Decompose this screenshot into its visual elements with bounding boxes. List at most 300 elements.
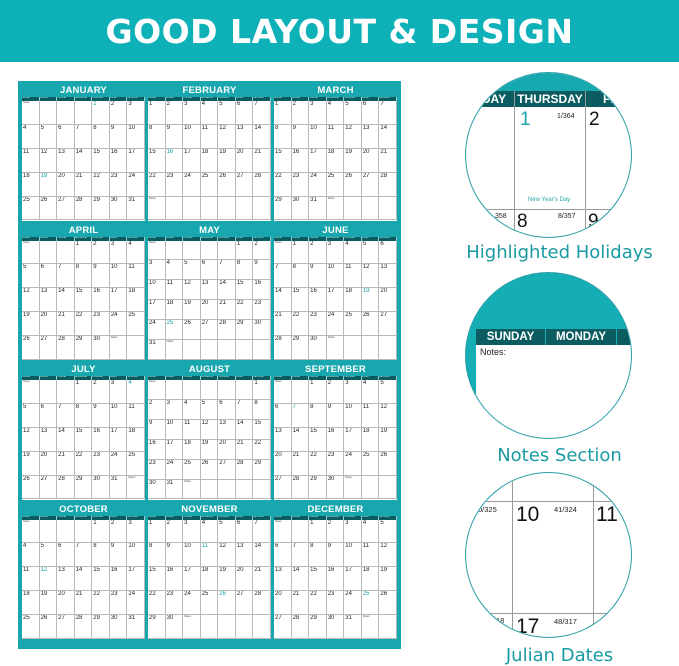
day-cell (218, 280, 236, 300)
weekday-header: WEDNESDAY (201, 376, 219, 380)
weekday-header: TUESDAY (309, 376, 327, 380)
notes-label: Notes: (275, 380, 283, 383)
day-cell (127, 264, 145, 288)
day-number: 10 (128, 124, 136, 131)
notes-label: Notes: (149, 380, 157, 383)
day-cell (40, 615, 58, 639)
day-cell (166, 460, 184, 480)
day-number: 5 (40, 543, 44, 550)
day-cell (110, 567, 128, 591)
day-number: 10 (184, 543, 191, 550)
weekday-header: MONDAY (40, 516, 58, 520)
day-cell (292, 543, 310, 567)
month-august (148, 363, 271, 500)
day-cell (92, 615, 110, 639)
day-cell (344, 404, 362, 428)
day-cell (253, 173, 271, 197)
day-cell (127, 149, 145, 173)
day-cell (75, 615, 93, 639)
day-cell (274, 428, 292, 452)
day-cell (362, 241, 380, 265)
day-cell (40, 452, 58, 476)
day-cell (274, 567, 292, 591)
month-title: FEBRUARY (182, 85, 237, 96)
day-number: 2 (589, 109, 600, 130)
month-title: APRIL (68, 224, 99, 236)
empty-cell (201, 241, 219, 261)
notes-area (476, 345, 632, 439)
day-number: 1 (520, 109, 531, 130)
day-number: 9 (292, 124, 296, 131)
weekday-header: TUESDAY (183, 516, 201, 520)
day-cell (110, 288, 128, 312)
day-cell (218, 543, 236, 567)
day-cell (127, 197, 145, 221)
notes-label: Notes: (275, 519, 283, 523)
day-cell (75, 543, 93, 567)
day-cell (92, 591, 110, 615)
empty-cell (201, 480, 219, 500)
day-cell (40, 336, 58, 360)
day-cell (57, 591, 75, 615)
holiday-label: New Year's Day (528, 197, 571, 203)
day-cell (253, 460, 271, 480)
day-cell (92, 173, 110, 197)
day-number: 11 (201, 124, 208, 131)
day-number: 21 (254, 148, 262, 155)
day-number: 24 (128, 172, 136, 179)
day-number: 1 (149, 101, 153, 107)
day-cell (253, 420, 271, 440)
day-number: 24 (310, 172, 317, 179)
day-cell (22, 336, 40, 360)
day-number: 14 (380, 124, 388, 131)
notes-label: Notes: (184, 479, 192, 483)
day-cell (218, 125, 236, 149)
day-number: 2 (310, 240, 314, 247)
day-number: 21 (75, 172, 83, 179)
month-grid (148, 380, 271, 500)
weekday-header: SUNDAY (274, 97, 292, 101)
day-number: 14 (275, 288, 282, 295)
day-number: 28 (75, 615, 83, 622)
day-number: 23 (93, 312, 100, 319)
day-cell (57, 173, 75, 197)
day-number: 8 (75, 264, 80, 271)
day-cell (201, 420, 219, 440)
day-cell (127, 543, 145, 567)
day-cell (309, 567, 327, 591)
day-cell (309, 336, 327, 360)
day-cell (253, 149, 271, 173)
day-number: 2 (166, 101, 170, 107)
day-number: 19 (40, 172, 48, 179)
day-number: 13 (275, 427, 282, 434)
notes-label: Notes: (110, 336, 119, 340)
day-number: 23 (310, 312, 317, 319)
day-number: 26 (380, 451, 388, 458)
day-number: 3 (110, 380, 115, 386)
day-cell (253, 260, 271, 280)
day-cell (236, 420, 254, 440)
day-number: 5 (23, 264, 27, 271)
day-number: 2 (93, 380, 97, 386)
day-number: 4 (327, 101, 332, 107)
day-cell (309, 149, 327, 173)
day-number: 12 (380, 543, 388, 550)
weekday-header: WEDNESDAY (201, 516, 219, 520)
notes-cell (127, 476, 145, 500)
day-cell (236, 440, 254, 460)
day-number: 5 (380, 380, 384, 386)
day-number: 28 (58, 336, 65, 343)
day-cell (166, 260, 184, 280)
empty-cell (75, 101, 93, 125)
day-number: 9 (166, 543, 170, 550)
day-number: 11 (596, 503, 618, 526)
day-cell (40, 173, 58, 197)
page-title: GOOD LAYOUT & DESIGN (105, 11, 574, 51)
day-cell (309, 476, 327, 500)
notes-zoom-circle (465, 272, 632, 439)
day-number: 11 (23, 567, 30, 574)
day-cell (236, 125, 254, 149)
day-cell (344, 452, 362, 476)
day-cell (274, 452, 292, 476)
day-cell (344, 125, 362, 149)
weekday-header: MONDAY (292, 237, 310, 241)
day-cell (110, 404, 128, 428)
day-number: 26 (380, 591, 388, 598)
day-number: 4 (362, 519, 367, 526)
day-cell (183, 300, 201, 320)
day-number: 4 (345, 240, 349, 247)
day-cell (344, 543, 362, 567)
day-number: 17 (128, 567, 136, 574)
day-number: 13 (275, 567, 282, 574)
day-number: 2 (149, 399, 153, 406)
day-number: 21 (275, 312, 282, 319)
day-cell (40, 149, 58, 173)
day-cell (292, 264, 310, 288)
day-cell (127, 125, 145, 149)
empty-cell (183, 241, 201, 261)
day-number: 25 (166, 320, 174, 327)
grid-line (514, 91, 515, 237)
empty-cell (253, 197, 271, 221)
day-number: 27 (40, 336, 48, 343)
day-number: 8 (310, 543, 314, 550)
day-number: 30 (292, 196, 300, 203)
weekday-header: MONDAY (40, 237, 58, 241)
day-number: 29 (254, 459, 262, 466)
day-cell (253, 380, 271, 400)
day-cell (362, 125, 380, 149)
day-number: 7 (75, 543, 80, 550)
day-number: 31 (128, 196, 136, 203)
day-number: 12 (219, 543, 226, 550)
day-number: 3 (345, 380, 349, 386)
day-cell (292, 173, 310, 197)
day-number: 27 (58, 196, 65, 203)
day-number: 13 (219, 419, 226, 426)
day-cell (148, 420, 166, 440)
day-cell (327, 380, 345, 404)
empty-cell (362, 336, 380, 360)
day-cell (57, 543, 75, 567)
day-cell (344, 591, 362, 615)
day-cell (327, 288, 345, 312)
notes-label: Notes: (149, 196, 157, 200)
day-cell (75, 336, 93, 360)
day-number: 28 (254, 591, 262, 598)
notes-cell (274, 380, 292, 404)
day-cell (218, 320, 236, 340)
weekday-header: TUESDAY (57, 376, 75, 380)
header-banner (0, 0, 679, 62)
day-number: 15 (292, 288, 300, 295)
day-cell (253, 520, 271, 544)
day-number: 4 (166, 260, 170, 267)
day-number: 19 (201, 439, 209, 446)
day-number: 17 (110, 427, 118, 434)
day-cell (92, 241, 110, 265)
day-number: 1 (310, 519, 314, 526)
weekday-header: THURSDAY (218, 376, 236, 380)
empty-cell (57, 241, 75, 265)
empty-cell (57, 101, 75, 125)
empty-cell (292, 380, 310, 404)
day-number: 7 (75, 124, 80, 131)
day-number: 25 (128, 312, 136, 319)
weekday-header: SATURDAY (379, 516, 397, 520)
grid-line (466, 209, 631, 210)
day-number: 12 (23, 427, 30, 434)
day-number: 6 (219, 399, 223, 406)
day-number: 11 (184, 419, 191, 426)
day-cell (292, 149, 310, 173)
day-cell (253, 543, 271, 567)
day-number: 11 (23, 148, 30, 155)
day-number: 20 (275, 591, 282, 598)
day-cell (327, 428, 345, 452)
day-number: 12 (40, 567, 48, 574)
empty-cell (166, 380, 184, 400)
day-cell (92, 288, 110, 312)
weekday-header: TUESDAY (309, 237, 327, 241)
day-number: 8 (310, 403, 314, 410)
day-cell (309, 591, 327, 615)
day-number: 17 (184, 148, 191, 155)
day-number: 25 (128, 451, 136, 458)
day-number: 21 (58, 451, 65, 458)
day-number: 22 (75, 312, 83, 319)
day-cell (22, 288, 40, 312)
day-cell (362, 452, 380, 476)
day-number: 15 (236, 280, 244, 287)
day-cell (292, 476, 310, 500)
empty-cell (253, 340, 271, 360)
day-number: 9 (149, 419, 153, 426)
empty-cell (201, 197, 219, 221)
day-number: 25 (345, 312, 352, 319)
day-cell (274, 197, 292, 221)
day-number: 7 (292, 543, 296, 550)
day-number: 20 (40, 451, 48, 458)
day-number: 8 (93, 543, 97, 550)
month-april (22, 224, 145, 361)
day-number: 24 (110, 451, 118, 458)
notes-cell (148, 380, 166, 400)
day-number: 7 (292, 403, 296, 410)
day-cell (309, 520, 327, 544)
empty-cell (201, 380, 219, 400)
day-cell (274, 404, 292, 428)
month-grid (22, 101, 145, 221)
day-number: 5 (40, 124, 44, 131)
day-number: 8 (149, 543, 153, 550)
day-cell (92, 264, 110, 288)
day-number: 11 (128, 403, 135, 410)
day-number: 14 (254, 124, 262, 131)
day-number: 15 (275, 148, 282, 155)
day-cell (379, 428, 397, 452)
day-cell (40, 428, 58, 452)
day-number: 23 (110, 172, 118, 179)
day-cell (201, 149, 219, 173)
day-cell (92, 125, 110, 149)
day-number: 15 (310, 567, 317, 574)
day-number: 19 (40, 591, 48, 598)
weekday-header: THURSDAY (218, 237, 236, 241)
notes-cell (148, 241, 166, 261)
weekday-header-wednesday: SDAY (466, 91, 514, 107)
day-cell (292, 404, 310, 428)
day-number: 8 (517, 211, 528, 232)
day-number: 13 (40, 427, 48, 434)
month-february (148, 84, 271, 221)
day-number: 19 (219, 148, 226, 155)
day-number: 20 (362, 148, 370, 155)
day-cell (201, 125, 219, 149)
day-number: 3 (110, 240, 115, 247)
weekday-header: SATURDAY (253, 97, 271, 101)
day-number: 3 (310, 101, 314, 107)
day-cell (344, 312, 362, 336)
day-cell (201, 320, 219, 340)
day-cell (218, 173, 236, 197)
day-number: 17 (149, 300, 156, 307)
day-number: 24 (345, 591, 352, 598)
day-number: 6 (275, 403, 279, 410)
day-number: 14 (58, 288, 65, 295)
day-number: 1 (310, 380, 314, 386)
day-cell (379, 543, 397, 567)
day-number: 21 (380, 148, 388, 155)
month-may (148, 224, 271, 361)
day-number: 12 (23, 288, 30, 295)
day-cell (253, 567, 271, 591)
day-number: 18 (184, 439, 191, 446)
day-number: 11 (201, 543, 208, 550)
day-cell (344, 428, 362, 452)
day-cell (327, 404, 345, 428)
day-number: 21 (292, 451, 300, 458)
day-cell (218, 567, 236, 591)
day-cell (362, 520, 380, 544)
day-number: 14 (254, 543, 262, 550)
notes-cell (22, 101, 40, 125)
weekday-header: SUNDAY (148, 516, 166, 520)
day-cell (75, 312, 93, 336)
weekday-header: FRIDAY (236, 516, 254, 520)
day-cell (22, 197, 40, 221)
day-number: 18 (362, 427, 370, 434)
day-cell (166, 420, 184, 440)
empty-cell (236, 197, 254, 221)
day-number: 30 (310, 336, 317, 343)
day-cell (22, 312, 40, 336)
empty-cell (40, 241, 58, 265)
day-number: 31 (345, 615, 352, 622)
day-cell (148, 520, 166, 544)
day-number: 6 (380, 240, 384, 247)
day-number: 26 (345, 172, 352, 179)
day-cell (274, 125, 292, 149)
day-cell (75, 197, 93, 221)
day-number: 17 (310, 148, 317, 155)
day-number: 22 (236, 300, 244, 307)
weekday-header: SATURDAY (379, 237, 397, 241)
day-number: 27 (40, 475, 48, 482)
day-cell (344, 288, 362, 312)
day-number: 13 (236, 543, 244, 550)
day-number: 7 (254, 519, 258, 526)
day-cell (201, 260, 219, 280)
weekday-header: THURSDAY (344, 516, 362, 520)
day-cell (127, 615, 145, 639)
day-number: 25 (201, 172, 209, 179)
month-title: MAY (199, 224, 220, 236)
day-cell (309, 543, 327, 567)
day-number: 20 (201, 300, 209, 307)
day-cell (344, 101, 362, 125)
notes-cell (274, 520, 292, 544)
day-number: 25 (362, 591, 370, 598)
weekday-header: FRIDAY (362, 237, 380, 241)
day-cell (183, 173, 201, 197)
day-number: 13 (201, 280, 209, 287)
day-number: 4 (362, 380, 367, 386)
day-number: 31 (166, 479, 174, 486)
day-cell (379, 264, 397, 288)
day-number: 28 (292, 615, 300, 622)
day-number: 13 (236, 124, 244, 131)
day-number: 1 (292, 240, 296, 247)
day-cell (253, 591, 271, 615)
day-cell (183, 520, 201, 544)
day-number: 8 (254, 399, 258, 406)
day-cell (183, 400, 201, 420)
day-cell (110, 149, 128, 173)
feature-label-notes: Notes Section (497, 445, 622, 466)
weekday-header: WEDNESDAY (75, 97, 93, 101)
day-cell (92, 101, 110, 125)
day-number: 22 (149, 172, 156, 179)
weekday-header: SATURDAY (253, 516, 271, 520)
day-number: 16 (149, 439, 156, 446)
day-cell (218, 460, 236, 480)
